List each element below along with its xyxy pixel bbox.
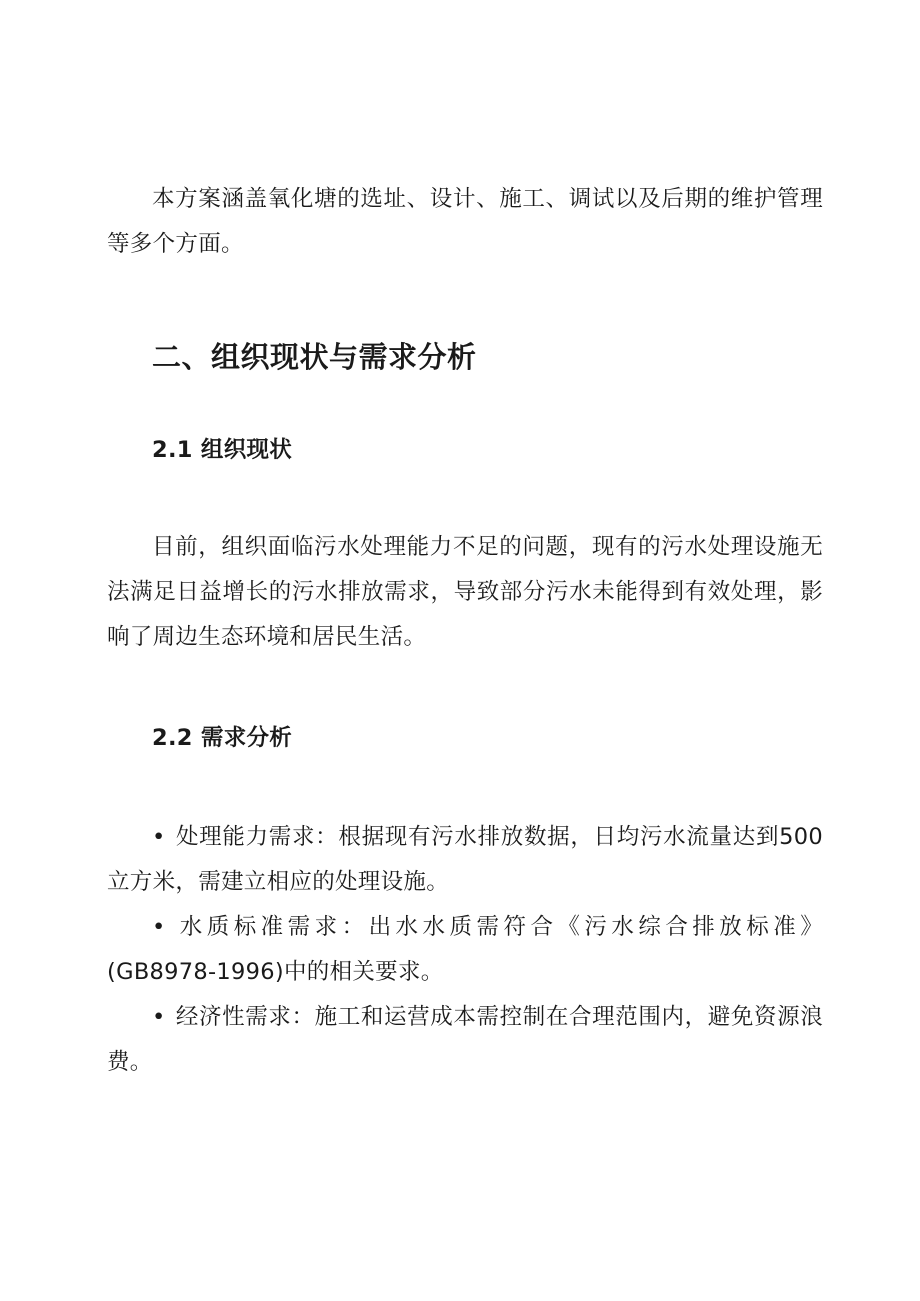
- subsection-heading-needs: 2.2 需求分析: [152, 725, 293, 751]
- bullet-marker: •: [152, 914, 166, 940]
- bullet-marker: •: [152, 1004, 166, 1030]
- needs-list: [107, 815, 823, 1085]
- list-item-text: 经济性需求：施工和运营成本需控制在合理范围内，避免资源浪费。: [107, 1004, 823, 1075]
- subsection-heading-status: 2.1 组织现状: [152, 437, 293, 463]
- section-heading: 二、组织现状与需求分析: [152, 340, 477, 374]
- list-item-text: 水质标准需求：出水水质需符合《污水综合排放标准》(GB8978-1996)中的相关要求。: [107, 914, 823, 985]
- status-paragraph: 目前，组织面临污水处理能力不足的问题，现有的污水处理设施无法满足日益增长的污水排放需求，导致部分污水未能得到有效处理，影响了周边生态环境和居民生活。: [107, 534, 823, 650]
- intro-paragraph: 本方案涵盖氧化塘的选址、设计、施工、调试以及后期的维护管理等多个方面。: [107, 186, 823, 257]
- list-item: [107, 815, 823, 905]
- list-item: [107, 905, 823, 995]
- bullet-marker: •: [152, 824, 166, 850]
- list-item-text: 处理能力需求：根据现有污水排放数据，日均污水流量达到500立方米，需建立相应的处理设施。: [107, 824, 823, 895]
- list-item: [107, 995, 823, 1085]
